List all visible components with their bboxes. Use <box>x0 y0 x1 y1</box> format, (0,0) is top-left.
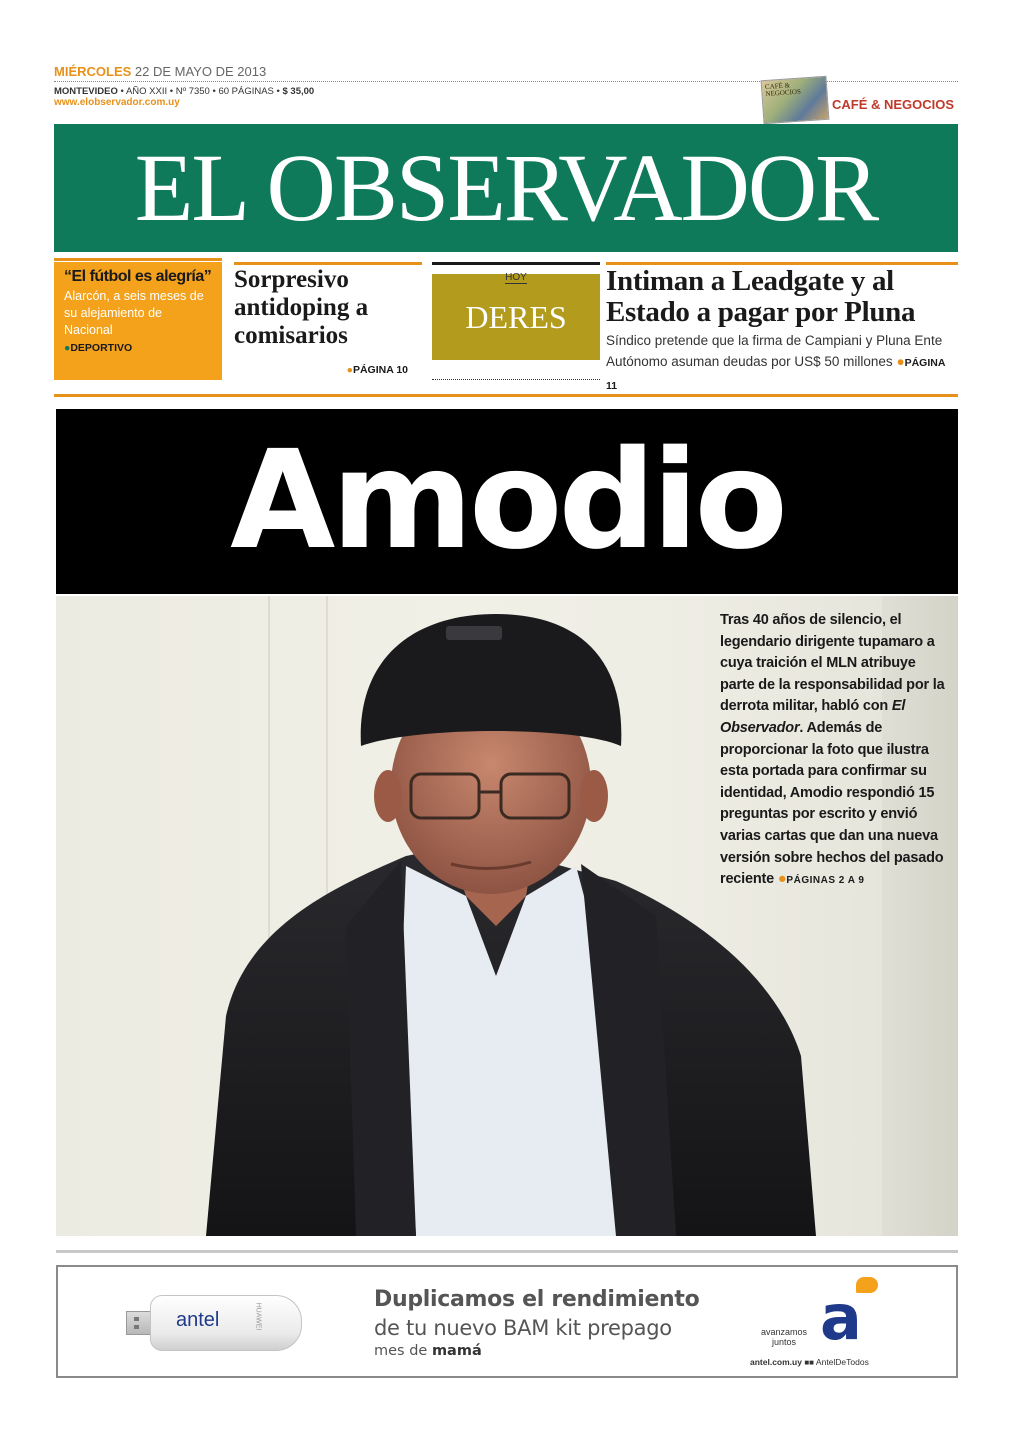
antel-logo-icon: a <box>820 1285 882 1351</box>
teaser-antidoping-headline: Sorpresivo antidoping a comisarios <box>234 266 369 349</box>
ad-website[interactable]: antel.com.uy ■■ AntelDeTodos <box>750 1357 869 1367</box>
masthead-title: EL OBSERVADOR <box>134 134 878 241</box>
edition-info <box>54 86 314 97</box>
day-of-week: MIÉRCOLES <box>54 64 132 79</box>
ad-slogan: avanzamos juntos <box>760 1327 808 1347</box>
teaser-deres[interactable] <box>432 262 600 380</box>
main-headline: Amodio <box>230 422 784 580</box>
ad-divider <box>56 1250 958 1253</box>
edition-details: • AÑO XXII • Nº 7350 • 60 PÁGINAS • <box>120 86 280 97</box>
main-story-pages: PÁGINAS 2 A 9 <box>786 875 865 887</box>
main-headline-box[interactable] <box>56 409 958 594</box>
teaser-sports-sub: Alarcón, a seis meses de su alejamiento de Nacional <box>64 289 204 337</box>
city: MONTEVIDEO <box>54 86 118 97</box>
teaser-rule <box>54 258 222 261</box>
supplement-thumbnail[interactable] <box>761 76 830 124</box>
teaser-row-divider <box>54 394 958 397</box>
site-url[interactable]: www.elobservador.com.uy <box>54 97 180 108</box>
deres-label: HOY <box>505 272 527 283</box>
deres-title: DERES <box>465 299 567 335</box>
teaser-sports[interactable] <box>54 262 222 380</box>
ad-subline: de tu nuevo BAM kit prepago <box>374 1316 672 1340</box>
usb-modem-image <box>126 1295 302 1351</box>
usb-maker: HUAWEI <box>254 1302 262 1331</box>
dateline <box>54 64 266 79</box>
teaser-antidoping[interactable] <box>234 262 422 380</box>
teaser-sports-section: ●DEPORTIVO <box>64 342 133 354</box>
price: $ 35,00 <box>282 86 315 97</box>
ad-tagline: mes de mamá <box>374 1343 482 1359</box>
date: 22 DE MAYO DE 2013 <box>134 64 267 79</box>
teaser-pluna-headline: Intiman a Leadgate y al Estado a pagar por Pluna <box>606 265 916 328</box>
usb-brand: antel <box>176 1309 220 1331</box>
supplement-thumb-text: CAFÉ & NEGOCIOS <box>764 81 802 99</box>
teaser-pluna-sub: Síndico pretende que la firma de Campiani y Pluna Ente Autónomo asuman deudas por US$ 50 millones ●PÁGINA 11 <box>606 333 946 392</box>
antel-advertisement[interactable] <box>56 1265 958 1378</box>
teaser-antidoping-page: ●PÁGINA 10 <box>346 364 408 376</box>
teaser-sports-quote: “El fútbol es alegría” <box>64 268 212 285</box>
masthead <box>54 124 958 252</box>
supplement-label[interactable]: CAFÉ & NEGOCIOS <box>832 97 955 112</box>
teaser-pluna[interactable] <box>606 262 958 392</box>
ad-headline: Duplicamos el rendimiento <box>374 1287 700 1312</box>
main-story-body: Tras 40 años de silencio, el legendario dirigente tupamaro a cuya traición el MLN atribuye parte de la responsabilidad por la derrota militar, habló con El Observador. Además de proporcionar la foto que ilustra esta portada para confirmar su identidad, Amodio respondió 15 preguntas por escrito y envió varias cartas que dan una nueva versión sobre hechos del pasado reciente ●PÁGINAS 2 A 9 <box>720 612 945 888</box>
publication-name: El Observador <box>720 698 906 736</box>
